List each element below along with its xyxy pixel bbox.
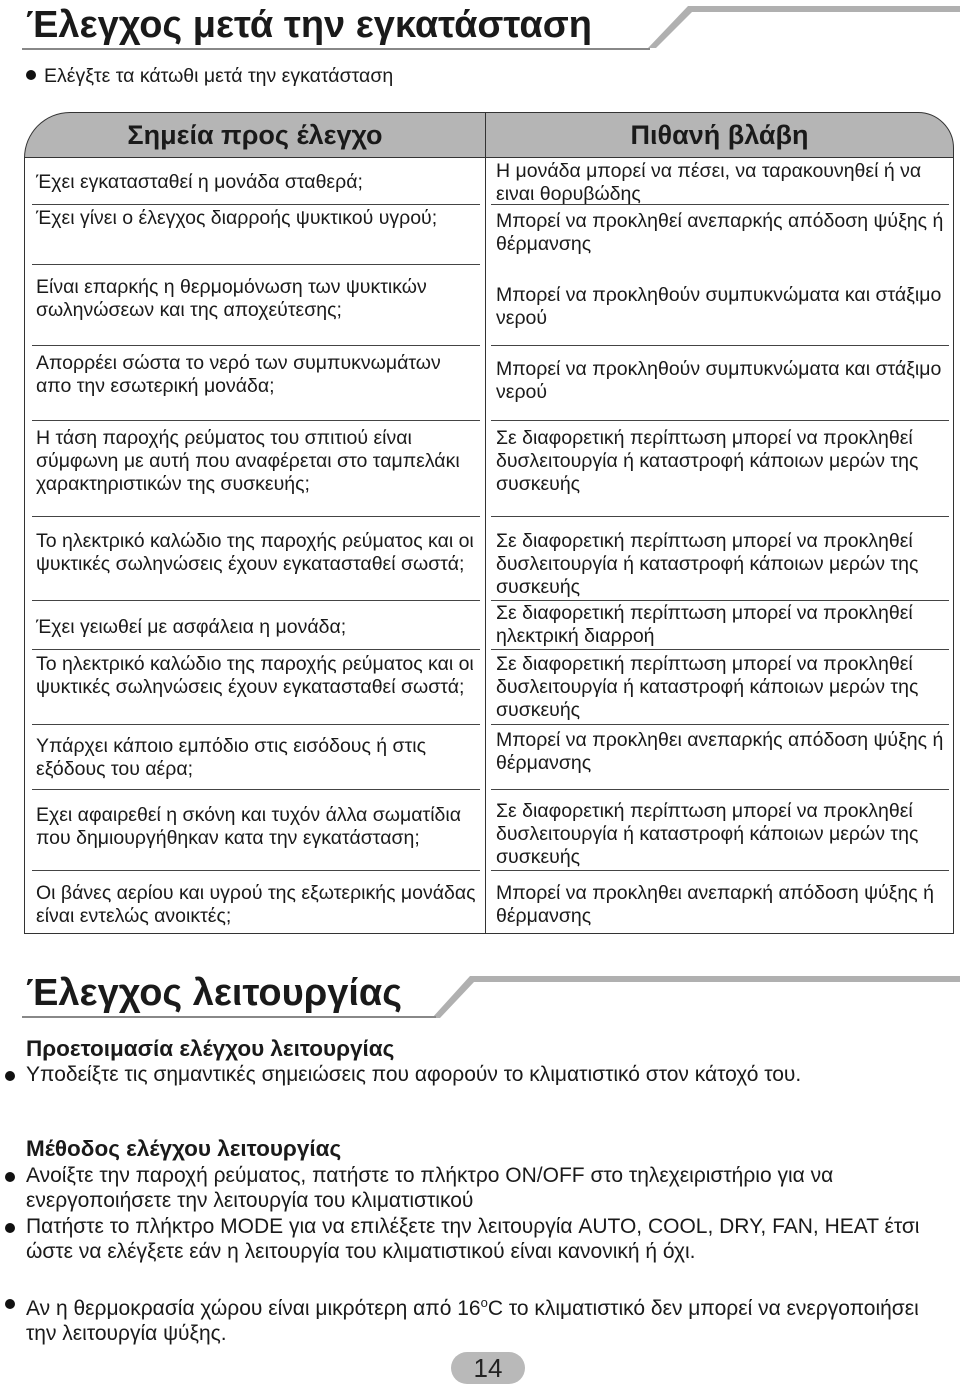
section-header-operation-check [0,966,960,1024]
method-item-text: Ανοίξτε την παροχή ρεύματος, πατήστε το πλήκτρο ON/OFF στο τηλεχειριστήριο για να ενεργοποιήσετε την λειτουργία του κλιματιστικού [26,1164,834,1212]
bullet-icon [5,1071,15,1081]
row-divider [32,204,480,205]
bullet-icon [5,1172,15,1182]
method-temp-before: Αν η θερμοκρασία χώρου είναι μικρότερη από 16 [26,1297,481,1320]
row-divider [32,345,480,346]
check-cell: Έχει γίνει ο έλεγχος διαρροής ψυκτικού υγρού; [36,207,438,229]
section-title: Έλεγχος λειτουργίας [26,972,403,1014]
bullet-icon [5,1223,15,1233]
page-number-badge: 14 [451,1352,525,1384]
fault-cell: Μπορεί να προκληθει ανεπαρκή απόδοση ψύξης ή θέρμανσης [496,882,934,927]
page-title: Έλεγχος μετά την εγκατάσταση [26,4,592,46]
table-header-checkpoints [24,112,485,158]
row-divider [491,789,949,790]
fault-cell: Μπορεί να προκληθεί ανεπαρκής απόδοση ψύξης ή θέρμανσης [496,210,944,255]
row-divider [491,516,949,517]
row-divider [32,789,480,790]
fault-cell: Μπορεί να προκληθει ανεπαρκής απόδοση ψύξης ή θέρμανσης [496,729,944,774]
fault-cell: Σε διαφορετική περίπτωση μπορεί να προκληθεί δυσλειτουργία ή καταστροφή κάποιων μερών της συσκευής [496,427,919,495]
bullet-icon [5,1299,15,1309]
method-item [26,1290,946,1346]
row-divider [491,204,949,205]
fault-cell: Μπορεί να προκληθούν συμπυκνώματα και στάξιμο νερού [496,284,942,329]
row-divider [491,649,949,650]
row-divider [32,420,480,421]
method-item-text: Πατήστε το πλήκτρο MODE για να επιλέξετε την λειτουργία AUTO, COOL, DRY, FAN, HEAT έτσι ώστε να ελέγξετε εάν η λειτουργία του κλιματιστικού είναι κανονική ή όχι. [26,1215,920,1263]
bullet-icon [26,70,36,80]
row-divider [32,724,480,725]
table-header-faults [485,112,954,158]
row-divider [491,420,949,421]
intro-line [26,65,393,88]
row-divider [32,600,480,601]
row-divider [491,870,949,871]
row-divider [491,724,949,725]
column-title-checkpoints: Σημεία προς έλεγχο [127,120,383,150]
check-cell: Έχει γειωθεί με ασφάλεια η μονάδα; [36,616,347,638]
column-title-faults: Πιθανή βλάβη [630,120,809,150]
check-cell: Απορρέει σώστα το νερό των συμπυκνωμάτων απο την εσωτερική μονάδα; [36,352,441,397]
check-table [24,112,954,934]
method-item [26,1214,936,1264]
prep-item [26,1062,926,1087]
intro-text: Ελέγξτε τα κάτωθι μετά την εγκατάσταση [44,65,394,87]
row-divider [491,600,949,601]
section-header-installation-check [0,0,960,56]
row-divider [32,516,480,517]
row-divider [32,870,480,871]
check-cell: Το ηλεκτρικό καλώδιο της παροχής ρεύματος και οι ψυκτικές σωληνώσεις έχουν εγκατασταθεί σωστά; [36,530,474,575]
method-title: Μέθοδος ελέγχου λειτουργίας [26,1136,342,1161]
check-cell: Εχει αφαιρεθεί η σκόνη και τυχόν άλλα σωματίδια που δημιουργήθηκαν κατα την εγκατάσταση; [36,804,462,849]
check-cell: Το ηλεκτρικό καλώδιο της παροχής ρεύματος και οι ψυκτικές σωληνώσεις έχουν εγκατασταθεί σωστά; [36,653,474,698]
method-item [26,1163,936,1213]
prep-title: Προετοιμασία ελέγχου λειτουργίας [26,1036,395,1061]
fault-cell: Σε διαφορετική περίπτωση μπορεί να προκληθεί ηλεκτρική διαρροή [496,602,913,647]
fault-cell: Σε διαφορετική περίπτωση μπορεί να προκληθεί δυσλειτουργία ή καταστροφή κάποιων μερών της συσκευής [496,530,919,598]
method-temp-after: C το κλιματιστικό δεν μπορεί να ενεργοποιήσει την λειτουργία ψύξης. [26,1297,919,1345]
check-cell: Έχει εγκατασταθεί η μονάδα σταθερά; [36,171,363,193]
check-cell: Οι βάνες αερίου και υγρού της εξωτερικής μονάδας είναι εντελώς ανοικτές; [36,882,476,927]
check-cell: Η τάση παροχής ρεύματος του σπιτιού είναι σύμφωνη με αυτή που αναφέρεται στο ταμπελάκι χαρακτηριστικών της συσκευής; [36,427,460,495]
fault-cell: Σε διαφορετική περίπτωση μπορεί να προκληθεί δυσλειτουργία ή καταστροφή κάποιων μερών της συσκευής [496,653,919,721]
row-divider [32,264,480,265]
row-divider [491,345,949,346]
prep-item-text: Υποδείξτε τις σημαντικές σημειώσεις που αφορούν το κλιματιστικό στον κάτοχό του. [26,1063,802,1086]
row-divider [32,649,480,650]
check-cell: Υπάρχει κάποιο εμπόδιο στις εισόδους ή στις εξόδους του αέρα; [36,735,427,780]
fault-cell: Η μονάδα μπορεί να πέσει, να ταρακουνηθεί ή να ειναι θορυβώδης [496,160,922,205]
fault-cell: Σε διαφορετική περίπτωση μπορεί να προκληθεί δυσλειτουργία ή καταστροφή κάποιων μερών της συσκευής [496,800,919,868]
check-cell: Είναι επαρκής η θερμομόνωση των ψυκτικών σωληνώσεων και της αποχεύτεσης; [36,276,427,321]
fault-cell: Μπορεί να προκληθούν συμπυκνώματα και στάξιμο νερού [496,358,942,403]
method-temp-sup: o [480,1295,488,1310]
